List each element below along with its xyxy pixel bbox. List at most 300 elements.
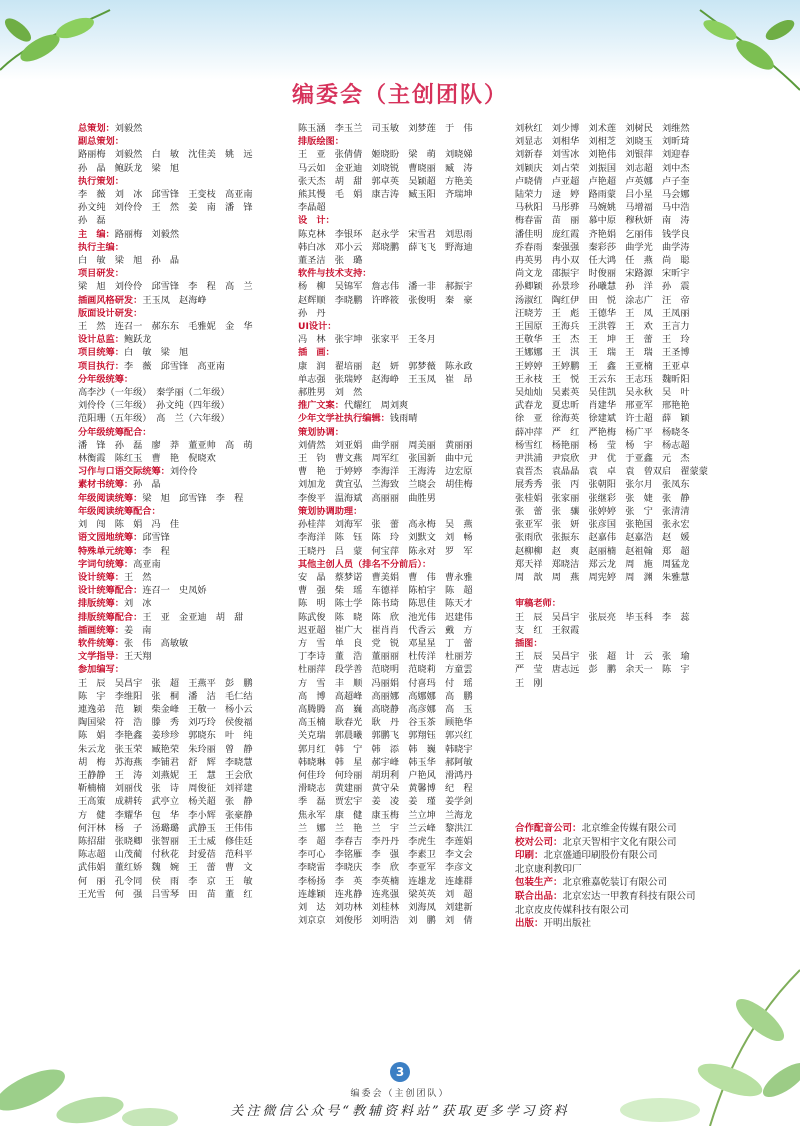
name-list-text: 严 莹 唐志远 彭 鹏 余天一 陈 宇: [515, 664, 690, 676]
col1-line: [78, 280, 288, 293]
name-list-text: 展秀秀 张 丙 张朝阳 张尔月 张凤东: [515, 479, 690, 491]
name-list-text: 曹 艳 于婷婷 李海洋 王海涛 边宏原: [298, 466, 473, 478]
credits-line: [515, 917, 735, 931]
col1-line: [78, 518, 288, 531]
name-list-text: 钱雨晴: [389, 413, 418, 425]
name-list-text: 梁 旭 邱雪锋 李 程: [142, 492, 244, 504]
name-list-text: 袁晋杰 袁晶晶 袁 卓 袁 曾双启 翟蒙蒙: [515, 466, 708, 478]
col3-line: [515, 558, 727, 571]
col2-line: [298, 505, 510, 518]
col3-line: [515, 320, 727, 333]
col1-line: [78, 716, 288, 729]
section-label: 插图：: [515, 637, 543, 649]
col2-line: [298, 201, 510, 214]
name-list-text: 王 辰 吴昌宇 张 超 王燕平 彭 鹏: [78, 677, 253, 689]
name-list-text: 刘倩然 刘亚娟 曲学丽 周美丽 黄丽丽: [298, 439, 473, 451]
col2-line: [298, 531, 510, 544]
section-label: 排版统筹：: [78, 598, 124, 610]
col1-line: [78, 769, 288, 782]
col1-line: [78, 478, 288, 491]
col2-line: [298, 439, 510, 452]
col1-line: [78, 426, 288, 439]
col2-line: [298, 228, 510, 241]
col1-line: [78, 241, 288, 254]
name-list-text: 刘 达 刘功林 刘桂林 刘海凤 刘建新: [298, 901, 473, 913]
name-list-text: 陈志超 山茂蔺 付秋花 封爱蓓 范科平: [78, 849, 253, 861]
col2-line: [298, 558, 510, 571]
name-list-text: 卢晓倩 卢亚超 卢艳超 卢英娜 卢子奎: [515, 175, 690, 187]
name-list-text: 代耀红 周刘爽: [343, 400, 409, 412]
name-list-text: 方 健 李耀华 包 华 李小辉 张豪静: [78, 809, 253, 821]
name-list-text: 张亚军 张 妍 张彦国 张艳国 张永宏: [515, 519, 690, 531]
name-list-text: 何汗林 杨 子 汤璐璐 武静玉 王伟伟: [78, 822, 253, 834]
page-number-badge: 3: [390, 1062, 410, 1082]
section-label: 印刷：: [515, 850, 544, 862]
name-list-text: 靳楠楠 刘丽伐 张 诗 周俊征 刘祥建: [78, 783, 253, 795]
col2-line: [298, 492, 510, 505]
section-label: 执行主编：: [78, 241, 124, 253]
footer-notice: 关注微信公众号“教辅资料站”获取更多学习资料: [230, 1104, 570, 1119]
name-list-text: 白 敏 梁 旭 孙 晶: [78, 255, 180, 267]
col3-line: [515, 267, 727, 280]
name-list-text: 王国原 王海兵 王洪蓉 王 欢 王言力: [515, 321, 690, 333]
col1-line: [78, 399, 288, 412]
col2-line: [298, 241, 510, 254]
name-list-text: 孙 丹: [298, 307, 326, 319]
name-list-text: 刘秋红 刘少博 刘术莲 刘树民 刘维然: [515, 123, 690, 134]
section-label: 校对公司：: [515, 836, 563, 848]
col2-line: [298, 901, 510, 914]
name-list-text: 胡 梅 苏海燕 李铺君 舒 辉 李晓慧: [78, 756, 253, 768]
col1-line: [78, 597, 288, 610]
section-label: UI设计：: [298, 321, 337, 333]
name-list-text: 周 歆 周 燕 周宪婷 周 渊 朱雅慧: [515, 571, 690, 583]
section-label: 少年文学社执行编辑：: [298, 413, 390, 425]
name-list-text: 李俊平 温海斌 高丽丽 曲胜男: [298, 492, 436, 504]
name-list-text: 李海洋 陈 钰 陈 玲 刘默文 刘 畅: [298, 532, 473, 544]
col1-line: [78, 545, 288, 558]
col2-line: [298, 518, 510, 531]
section-label: 主 编：: [78, 228, 115, 240]
name-list-text: 王晓丹 吕 蒙 何宝萍 陈永对 罗 军: [298, 545, 473, 557]
name-list-text: 潘佳明 庞红霞 齐艳娟 乞丽伟 钱学良: [515, 228, 690, 240]
col1-line: [78, 822, 288, 835]
col2-line: [298, 571, 510, 584]
section-label: 合作配音公司：: [515, 823, 582, 834]
name-list-text: 陈武俊 陈 晓 陈 欣 池光伟 迟建伟: [298, 611, 473, 623]
name-list-text: 董圣洁 张 璐: [298, 255, 363, 267]
col2-line: [298, 861, 510, 874]
col2-line: [298, 650, 510, 663]
name-list-text: 韩晓琳 韩 星 郝宇峰 韩玉华 郝阿敏: [298, 756, 473, 768]
col1-line: [78, 201, 288, 214]
col3-line: [515, 624, 727, 637]
name-list-text: 方 雪 丰 顺 冯丽娟 付喜玛 付 瑶: [298, 677, 473, 689]
col3-line: [515, 280, 727, 293]
col1-line: [78, 611, 288, 624]
col3-line: [515, 571, 727, 584]
name-list-text: 汤淑红 陶红伊 田 悦 涂志广 汪 帝: [515, 294, 690, 306]
credits-line: [515, 890, 735, 904]
name-list-text: 何佳玲 何玲丽 胡玥利 户艳风 滑鸿丹: [298, 769, 473, 781]
col2-line: [298, 175, 510, 188]
col1-line: [78, 162, 288, 175]
col2-line: [298, 426, 510, 439]
col3-line: [515, 373, 727, 386]
col3-line: [515, 188, 727, 201]
name-list-text: 关克瑞 郭晨曦 郭鹏飞 郭翔钰 郭兴红: [298, 730, 473, 742]
name-list-text: 杜丽萍 段学善 范晓明 范晓莉 方童雲: [298, 664, 473, 676]
col1-line: [78, 650, 288, 663]
col2-line: [298, 280, 510, 293]
section-label: 项目统筹：: [78, 347, 124, 359]
col3-line: [515, 663, 727, 676]
section-label: 插 画：: [298, 347, 335, 359]
col3-line: [515, 505, 727, 518]
section-label: 设计总监：: [78, 334, 124, 346]
col1-line: [78, 386, 288, 399]
name-list-text: 熊其慢 毛 娟 康吉涛 臧玉阳 齐瑞坤: [298, 189, 473, 201]
section-label: 素材书统筹：: [78, 479, 134, 491]
col2-line: [298, 690, 510, 703]
name-list-text: 马云如 金亚迪 刘晓锐 曹晓丽 臧 涛: [298, 162, 473, 174]
name-list-text: 滑晓志 黄建丽 黄守朵 黄馨博 纪 程: [298, 783, 473, 795]
name-list-text: 李 薇 刘 冰 邱雪锋 王变枝 高亚南: [78, 189, 253, 201]
col2-line: [298, 545, 510, 558]
name-list-text: 刘京京 刘俊彤 刘明浩 刘 鹏 刘 倩: [298, 915, 473, 927]
col2-line: [298, 386, 510, 399]
name-list-text: 迟亚超 崔广大 崔肖肖 代香云 戴 方: [298, 624, 473, 636]
name-list-text: 王玉凤 赵海峥: [142, 294, 207, 306]
name-list-text: 徐 亚 徐海英 徐建斌 许士超 薛 颖: [515, 413, 690, 425]
name-list-text: 孙 磊: [78, 215, 106, 227]
col3-line: [515, 175, 727, 188]
section-label: 字词句统筹：: [78, 558, 134, 570]
col3-line: [515, 214, 727, 227]
col1-line: [78, 703, 288, 716]
col1-line: [78, 214, 288, 227]
name-list-text: 王 然 连召一 郝东东 毛雅妮 金 华: [78, 321, 253, 333]
col3-line: [515, 386, 727, 399]
name-list-text: 刘颖庆 刘占荣 刘振国 刘志超 刘中杰: [515, 162, 690, 174]
col1-line: [78, 624, 288, 637]
col1-line: [78, 505, 288, 518]
footer-subtitle: 编委会（主创团队）: [350, 1089, 450, 1099]
name-list-text: 潘 锋 孙 磊 廖 莽 董亚帅 高 萌: [78, 439, 253, 451]
col2-line: [298, 729, 510, 742]
leaf-cluster-top-left-icon: [0, 0, 140, 90]
col3-line: [515, 545, 727, 558]
col1-line: [78, 558, 288, 571]
section-label: 审稿老师：: [515, 598, 561, 610]
name-list-text: 王静静 王 涛 刘燕妮 王 慧 王会欣: [78, 769, 253, 781]
section-label: 插画统筹：: [78, 624, 124, 636]
col1-line: [78, 584, 288, 597]
name-list-text: 北京天智相宇文化有限公司: [562, 836, 677, 848]
col1-line: [78, 531, 288, 544]
name-list-text: 林衡霞 陈红玉 曹 艳 倪晓欢: [78, 453, 216, 465]
col1-line: [78, 848, 288, 861]
name-list-text: 张 蕾 张 骧 张婷婷 张 宁 张清清: [515, 505, 690, 517]
col1-line: [78, 254, 288, 267]
name-list-text: 陈 宇 李维阳 张 桐 潘 洁 毛仁结: [78, 690, 253, 702]
name-list-text: 王娜娜 王 淇 王 瑞 王 瑞 王圣博: [515, 347, 690, 359]
col1-line: [78, 782, 288, 795]
name-list-text: 单志强 张瑞婷 赵海峥 王玉凤 崔 昂: [298, 373, 473, 385]
section-label: 项目执行：: [78, 360, 124, 372]
col1-line: [78, 294, 288, 307]
name-list-text: 陈招甜 张晓卿 张智丽 王士威 修佳廷: [78, 835, 253, 847]
credits-block: [515, 822, 735, 931]
name-list-text: 张 伟 高敏敏: [123, 637, 189, 649]
name-list-text: 李 超 李春吉 李丹丹 李虎生 李莲娟: [298, 835, 473, 847]
name-list-text: 高腾腾 高 巍 高晓静 高彦娜 高 玉: [298, 703, 473, 715]
name-list-text: 王婷婷 王婷鹏 王 鑫 王亚楠 王亚卓: [515, 360, 690, 372]
section-label: 参加编写：: [78, 664, 124, 676]
name-list-text: 刘加龙 黄宜弘 兰海致 兰晓会 胡佳梅: [298, 479, 473, 491]
col3-line: [515, 294, 727, 307]
section-label: 年级阅读统筹：: [78, 492, 143, 504]
name-list-text: 刘 闯 陈 娟 冯 佳: [78, 519, 180, 531]
name-list-text: 姜 南: [123, 624, 152, 636]
col3-line: [515, 584, 727, 597]
col3-line: [515, 346, 727, 359]
col2-line: [298, 716, 510, 729]
name-list-text: 梁 旭 刘伶伶 邱雪锋 李 程 高 兰: [78, 281, 253, 293]
col2-line: [298, 888, 510, 901]
name-list-text: 汪晓芳 王 彪 王德华 王 凤 王凤丽: [515, 307, 690, 319]
col3-line: [515, 426, 727, 439]
name-list-text: 王 辰 吴昌宇 张辰亮 毕玉科 李 蕊: [515, 611, 690, 623]
col1-line: [78, 373, 288, 386]
col1-line: [78, 188, 288, 201]
name-list-text: 刘毅然: [114, 123, 143, 134]
col1-line: [78, 861, 288, 874]
name-list-text: 梅春雷 苗 丽 慕中原 穆秋妍 南 涛: [515, 215, 690, 227]
col1-line: [78, 835, 288, 848]
name-list-text: 吴灿灿 吴素英 吴佳凯 吴永秋 吴 叶: [515, 387, 690, 399]
name-list-text: 薛冲萍 严 红 严艳梅 杨广平 杨晓冬: [515, 426, 690, 438]
col3-line: [515, 399, 727, 412]
name-list-text: 李可心 李铭雁 李 强 李素卫 李文会: [298, 849, 473, 861]
col3-line: [515, 148, 727, 161]
col2-line: [298, 822, 510, 835]
col3-line: [515, 333, 727, 346]
name-list-text: 王 辰 吴昌宇 张 超 计 云 张 瑜: [515, 651, 690, 663]
name-list-text: 王永枝 王 悦 王云东 王志珏 魏昕阳: [515, 373, 690, 385]
col2-line: [298, 611, 510, 624]
name-list-text: 连召一 史凤娇: [142, 585, 207, 597]
col1-line: [78, 148, 288, 161]
col3-line: [515, 531, 727, 544]
name-list-text: 方 雪 单 良 党 锐 邓星星 丁 蕾: [298, 637, 473, 649]
section-label: 推广文案：: [298, 400, 344, 412]
credits-line: [515, 836, 735, 850]
col1-line: [78, 888, 288, 901]
name-list-text: 北京雅嘉乾装订有限公司: [562, 877, 668, 889]
name-list-text: 季 磊 贾宏宇 姜 凌 姜 瑾 姜学剑: [298, 796, 473, 808]
section-label: 排版绘图：: [298, 136, 344, 148]
col2-line: [298, 584, 510, 597]
name-list-text: 孙文纯 刘伶伶 王 然 姜 南 潘 锋: [78, 202, 253, 214]
name-list-text: 张雨欣 张振东 赵嘉伟 赵嘉浩 赵 媛: [515, 532, 690, 544]
name-list-text: 丁李诗 董 浩 董丽丽 杜传洋 杜丽芳: [298, 651, 473, 663]
name-list-text: 冯 林 张宇坤 张家平 王冬月: [298, 334, 436, 346]
name-list-text: 李杨扬 李 英 李英楠 连雄龙 连雄群: [298, 875, 473, 887]
col2-line: [298, 135, 510, 148]
name-list-text: 陶国梁 符 浩 滕 秀 刘巧玲 侯俊福: [78, 717, 253, 729]
name-list-text: 尚文龙 邵振宇 时俊丽 宋路源 宋昕宇: [515, 268, 690, 280]
col2-line: [298, 333, 510, 346]
page-title: 编委会（主创团队）: [291, 83, 508, 108]
name-list-text: 路丽梅 刘毅然: [114, 228, 180, 240]
name-list-text: 武伟娟 董红娇 魏 婉 王 蕾 曹 文: [78, 862, 253, 874]
name-list-text: 連逸弟 范 颖 柴金峰 王敬一 杨小云: [78, 703, 253, 715]
col2-line: [298, 122, 510, 135]
column-right: [515, 122, 727, 690]
col1-line: [78, 412, 288, 425]
section-label: 副总策划：: [78, 136, 124, 148]
section-label: 插画风格研发：: [78, 294, 143, 306]
name-list-text: 陈玉涵 李玉兰 司玉敏 刘梦莲 于 伟: [298, 123, 473, 134]
name-list-text: 孙 晶: [133, 479, 161, 491]
name-list-text: 北京盛通印刷股份有限公司: [543, 850, 658, 862]
col1-line: [78, 360, 288, 373]
col1-line: [78, 439, 288, 452]
credits-line: [515, 876, 735, 890]
col2-line: [298, 412, 510, 425]
name-list-text: 刘伶伶（三年级） 孙文纯（四年级）: [78, 400, 230, 412]
name-list-text: 乔春雨 秦强强 秦彩莎 曲学光 曲学涛: [515, 241, 690, 253]
name-list-text: 王天翔: [123, 651, 152, 663]
col2-line: [298, 267, 510, 280]
col2-line: [298, 637, 510, 650]
section-label: 文学指导：: [78, 651, 124, 663]
name-list-text: 刘显志 刘相华 刘相芝 刘晓玉 刘昕琦: [515, 136, 690, 148]
section-label: 软件与技术支持：: [298, 268, 372, 280]
name-list-text: 赵柳柳 赵 爽 赵丽楠 赵祖翰 郑 超: [515, 545, 690, 557]
name-list-text: 孙 晶 鲍跃龙 梁 旭: [78, 162, 180, 174]
col3-line: [515, 452, 727, 465]
col1-line: [78, 122, 288, 135]
section-label: 设计统筹配合：: [78, 585, 143, 597]
name-list-text: 开明出版社: [543, 918, 592, 930]
name-list-text: 李 程: [142, 545, 170, 557]
col3-line: [515, 492, 727, 505]
name-list-text: 陈 明 陈士学 陈书琦 陈思佳 陈天才: [298, 598, 473, 610]
name-list-text: 北京皮皮传媒科技有限公司: [515, 904, 630, 916]
col1-line: [78, 492, 288, 505]
section-label: 分年级统筹配合：: [78, 426, 152, 438]
col3-line: [515, 412, 727, 425]
col2-line: [298, 875, 510, 888]
name-list-text: 高 博 高超峰 高丽娜 高娜娜 高 鹏: [298, 690, 473, 702]
section-label: 出版：: [515, 918, 544, 930]
col2-line: [298, 162, 510, 175]
col3-line: [515, 162, 727, 175]
credits-line: [515, 822, 735, 836]
col3-line: [515, 135, 727, 148]
col2-line: [298, 624, 510, 637]
section-label: 习作与口语交际统筹：: [78, 466, 170, 478]
name-list-text: 朱云龙 张玉荣 臧艳荣 朱玲丽 曾 静: [78, 743, 253, 755]
col2-line: [298, 320, 510, 333]
section-label: 分年级统筹：: [78, 373, 134, 385]
section-label: 总策划：: [78, 123, 115, 134]
col1-line: [78, 346, 288, 359]
col1-line: [78, 175, 288, 188]
name-list-text: 路丽梅 刘毅然 白 敏 沈佳美 姚 远: [78, 149, 253, 161]
col2-line: [298, 597, 510, 610]
col2-line: [298, 148, 510, 161]
section-label: 策划协调：: [298, 426, 344, 438]
section-label: 版面设计研发：: [78, 307, 143, 319]
col1-line: [78, 795, 288, 808]
col1-line: [78, 228, 288, 241]
col1-line: [78, 743, 288, 756]
col1-line: [78, 465, 288, 478]
name-list-text: 支 红 王叙霞: [515, 624, 580, 636]
col2-line: [298, 360, 510, 373]
section-label: 策划协调助理：: [298, 505, 363, 517]
col1-line: [78, 677, 288, 690]
name-list-text: 康 润 翟培丽 赵 妍 郭梦薇 陈永政: [298, 360, 473, 372]
name-list-text: 高李沙（一年级） 秦学丽（二年级）: [78, 387, 230, 399]
col3-line: [515, 122, 727, 135]
section-label: 包装生产：: [515, 877, 563, 889]
name-list-text: 刘新春 刘雪冰 刘艳伟 刘银萍 刘迎春: [515, 149, 690, 161]
name-list-text: 兰 娜 兰 艳 兰 宇 兰云峰 黎洪江: [298, 822, 473, 834]
name-list-text: 北京维金传媒有限公司: [581, 823, 677, 834]
name-list-text: 韩白冰 邓小云 郑晓鹏 薛飞飞 野海迪: [298, 241, 473, 253]
col2-line: [298, 465, 510, 478]
name-list-text: 焦永军 康 健 康玉梅 兰立坤 兰海龙: [298, 809, 473, 821]
name-list-text: 王敬华 王 杰 王 坤 王 蕾 王 玲: [515, 334, 690, 346]
section-label: 排版统筹配合：: [78, 611, 143, 623]
section-label: 设 计：: [298, 215, 335, 227]
name-list-text: 王 钧 曹文燕 周军红 张国新 曲中元: [298, 453, 473, 465]
col2-line: [298, 452, 510, 465]
section-label: 执行策划：: [78, 175, 124, 187]
name-list-text: 杨雪红 杨艳丽 杨 莹 杨 宇 杨志超: [515, 439, 690, 451]
name-list-text: 冉英男 冉小双 任大鸿 任 燕 尚 聪: [515, 255, 690, 267]
name-list-text: 邱雪锋: [142, 532, 170, 544]
col3-line: [515, 637, 727, 650]
col2-line: [298, 214, 510, 227]
name-list-text: 孙卿颖 孙景珍 孙曦慧 孙 洋 孙 震: [515, 281, 690, 293]
col2-line: [298, 478, 510, 491]
col1-line: [78, 452, 288, 465]
name-list-text: 高亚南: [133, 558, 161, 570]
col2-line: [298, 307, 510, 320]
col3-line: [515, 307, 727, 320]
section-label: 软件统筹：: [78, 637, 124, 649]
name-list-text: 白 敏 梁 旭: [123, 347, 189, 359]
col2-line: [298, 835, 510, 848]
name-list-text: 陈 娟 李艳鑫 姜珍珍 郭晓东 叶 纯: [78, 730, 253, 742]
col2-line: [298, 795, 510, 808]
col1-line: [78, 663, 288, 676]
name-list-text: 李晶超: [298, 202, 326, 214]
name-list-text: 杨 柳 吴锦军 詹志伟 潘一非 郝振宇: [298, 281, 473, 293]
col1-line: [78, 267, 288, 280]
name-list-text: 王 刚: [515, 677, 543, 689]
col3-line: [515, 241, 727, 254]
col2-line: [298, 373, 510, 386]
name-list-text: 高玉楠 耿春光 耿 丹 谷玉茶 顾艳华: [298, 717, 473, 729]
col2-line: [298, 677, 510, 690]
section-label: 联合出品：: [515, 890, 563, 902]
